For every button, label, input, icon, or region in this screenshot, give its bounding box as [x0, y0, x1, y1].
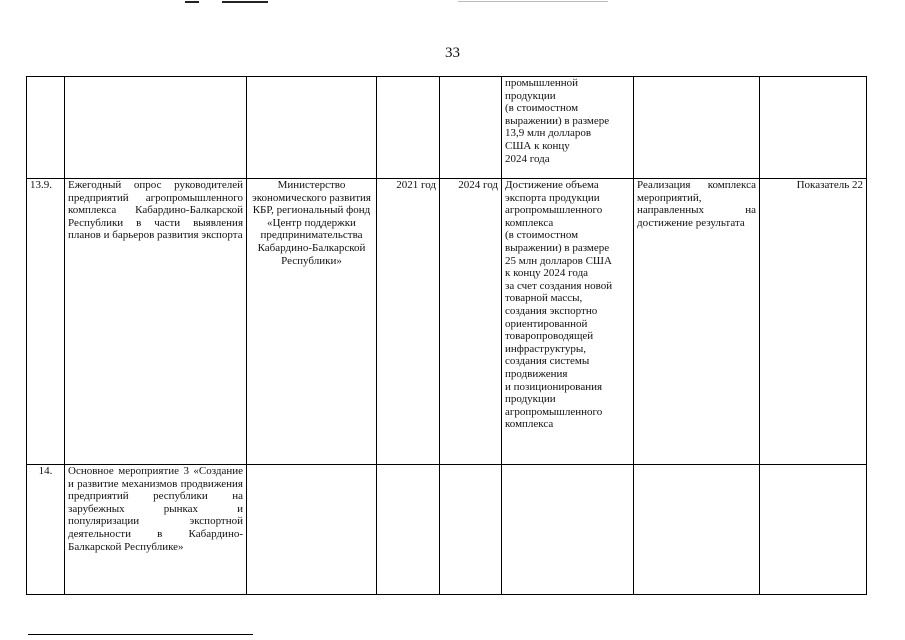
top-scan-marks	[0, 0, 905, 6]
cell-number: 14.	[27, 465, 65, 595]
cell-activity: Ежегодный опрос руководителей предприятий агропромышленного комплекса Кабардино-Балкарской Республики в части выявления планов и барьеров развития экспорта	[65, 179, 247, 465]
cell-number	[27, 77, 65, 179]
cell-activity	[65, 77, 247, 179]
cell-result: Достижение объема экспорта продукции агропромышленного комплекса (в стоимостном выражении) в размере 25 млн долларов США к концу 2024 года за счет создания новой товарной массы, создания экспортно ориентированной товаропроводящей инфраструктуры, создания системы продвижения и позиционирования продукции агропромышленного комплекса	[502, 179, 634, 465]
table-row-14	[27, 465, 867, 595]
cell-executor	[247, 77, 377, 179]
page-number: 33	[445, 45, 460, 61]
cell-end-year	[440, 465, 502, 595]
cell-start-year	[377, 77, 440, 179]
table-row-continuation	[27, 77, 867, 179]
cell-result: промышленной продукции (в стоимостном выражении) в размере 13,9 млн долларов США к концу 2024 года	[502, 77, 634, 179]
table-row-13-9	[27, 179, 867, 465]
cell-result	[502, 465, 634, 595]
cell-connection: Реализация комплекса мероприятий, направленных на достижение результата	[634, 179, 760, 465]
cell-indicator	[760, 465, 867, 595]
cell-connection	[634, 77, 760, 179]
cell-connection	[634, 465, 760, 595]
measures-table	[26, 76, 867, 595]
cell-start-year: 2021 год	[377, 179, 440, 465]
cell-indicator	[760, 77, 867, 179]
cell-indicator: Показатель 22	[760, 179, 867, 465]
cell-executor: Министерство экономического развития КБР, региональный фонд «Центр поддержки предпринимательства Кабардино-Балкарской Республики»	[247, 179, 377, 465]
cell-executor	[247, 465, 377, 595]
footnote-separator	[28, 634, 253, 635]
cell-start-year	[377, 465, 440, 595]
cell-number: 13.9.	[27, 179, 65, 465]
cell-activity: Основное мероприятие 3 «Создание и развитие механизмов продвижения предприятий республики на зарубежных рынках и популяризации экспортной деятельности в Кабардино-Балкарской Республике»	[65, 465, 247, 595]
cell-end-year	[440, 77, 502, 179]
cell-end-year: 2024 год	[440, 179, 502, 465]
